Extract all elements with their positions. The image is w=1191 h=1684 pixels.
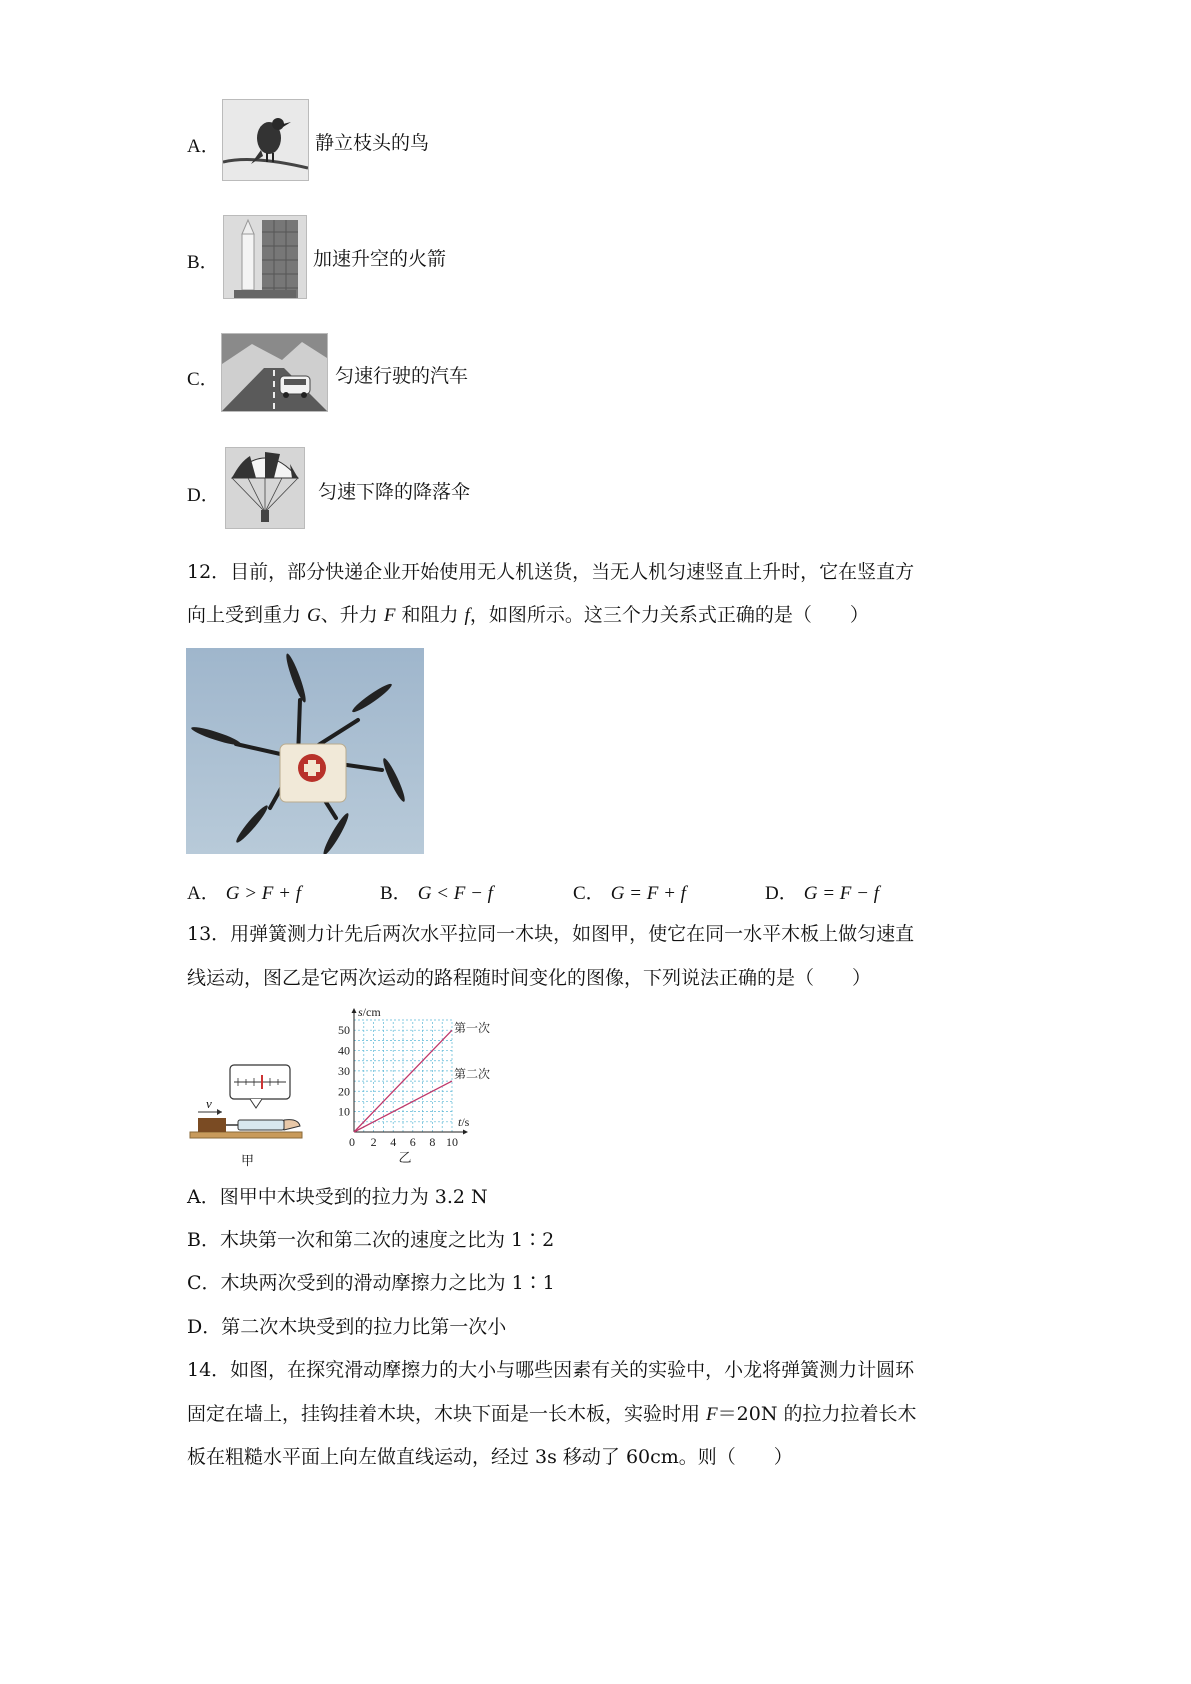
figure-jia — [186, 1060, 306, 1170]
series-label: 第一次 — [454, 1021, 491, 1036]
question-12-stem-line1: 12．目前，部分快递企业开始使用无人机送货，当无人机匀速竖直上升时，它在竖直方 — [187, 561, 915, 583]
bird-image — [222, 99, 309, 181]
option-letter: C． — [187, 369, 219, 390]
x-tick-label: 10 — [446, 1135, 458, 1149]
parachute-image — [225, 447, 305, 529]
formula: G > F + f — [225, 883, 301, 904]
x-tick-label: 0 — [349, 1135, 355, 1149]
q12-option-c[interactable]: C． G = F + f — [573, 883, 686, 904]
question-12-stem-line2: 向上受到重力 G、升力 F 和阻力 f，如图所示。这三个力关系式正确的是（ ） — [187, 604, 869, 626]
s-t-graph — [330, 1000, 510, 1170]
q13-option-b[interactable]: B．木块第一次和第二次的速度之比为 1∶2 — [187, 1229, 555, 1251]
q12-option-d[interactable]: D． G = F − f — [765, 883, 879, 904]
y-tick-label: 50 — [338, 1023, 350, 1038]
q12-option-a[interactable]: A． G > F + f — [187, 883, 301, 904]
figure-yi-chart — [330, 1000, 510, 1170]
formula: G < F − f — [417, 883, 493, 904]
y-axis-arrow — [352, 1008, 357, 1013]
question-13-stem-line1: 13．用弹簧测力计先后两次水平拉同一木块，如图甲，使它在同一水平木板上做匀速直 — [187, 923, 915, 945]
formula: G = F − f — [803, 883, 879, 904]
formula: G = F + f — [610, 883, 686, 904]
series-line — [354, 1081, 452, 1132]
question-14-stem-line1: 14．如图，在探究滑动摩擦力的大小与哪些因素有关的实验中，小龙将弹簧测力计圆环 — [187, 1359, 915, 1381]
figure-yi-caption: 乙 — [398, 1151, 412, 1166]
y-axis-label: s/cm — [358, 1005, 381, 1019]
q13-option-d[interactable]: D．第二次木块受到的拉力比第一次小 — [187, 1316, 507, 1338]
symbol-G: G — [307, 605, 321, 626]
figure-jia-caption: 甲 — [241, 1153, 255, 1168]
series-label: 第二次 — [454, 1067, 491, 1082]
question-13-stem-line2: 线运动，图乙是它两次运动的路程随时间变化的图像，下列说法正确的是（ ） — [187, 967, 872, 989]
car-image — [221, 333, 328, 412]
series-line — [354, 1030, 452, 1132]
x-tick-label: 6 — [409, 1135, 416, 1149]
x-tick-label: 8 — [429, 1135, 436, 1149]
option-letter: B． — [187, 252, 219, 273]
question-14-stem-line2: 固定在墙上，挂钩挂着木块，木块下面是一长木板，实验时用 F＝20N 的拉力拉着长木 — [187, 1403, 917, 1425]
x-axis-label: t/s — [458, 1115, 470, 1129]
q13-option-a[interactable]: A．图甲中木块受到的拉力为 3.2 N — [187, 1186, 488, 1208]
option-letter: D． — [187, 485, 220, 506]
velocity-label: v — [206, 1096, 212, 1111]
symbol-F: F — [383, 605, 396, 626]
drone-image — [186, 648, 424, 854]
option-text: 匀速行驶的汽车 — [335, 365, 469, 387]
symbol-F: F — [706, 1404, 718, 1425]
option-letter: A． — [187, 136, 220, 157]
q12-option-b[interactable]: B． G < F − f — [380, 883, 493, 904]
y-tick-label: 10 — [338, 1104, 350, 1119]
x-axis-arrow — [463, 1130, 468, 1135]
option-text: 加速升空的火箭 — [313, 248, 447, 270]
x-tick-label: 4 — [390, 1135, 397, 1149]
q13-option-c[interactable]: C．木块两次受到的滑动摩擦力之比为 1∶1 — [187, 1272, 555, 1294]
symbol-f: f — [464, 605, 470, 626]
x-tick-label: 2 — [370, 1135, 377, 1149]
option-text: 静立枝头的鸟 — [315, 132, 430, 154]
question-14-stem-line3: 板在粗糙水平面上向左做直线运动，经过 3s 移动了 60cm。则（ ） — [187, 1446, 793, 1468]
y-tick-label: 20 — [338, 1084, 350, 1099]
option-text: 匀速下降的降落伞 — [318, 481, 471, 503]
y-tick-label: 40 — [338, 1043, 350, 1058]
rocket-image — [223, 215, 307, 299]
y-tick-label: 30 — [338, 1063, 350, 1078]
